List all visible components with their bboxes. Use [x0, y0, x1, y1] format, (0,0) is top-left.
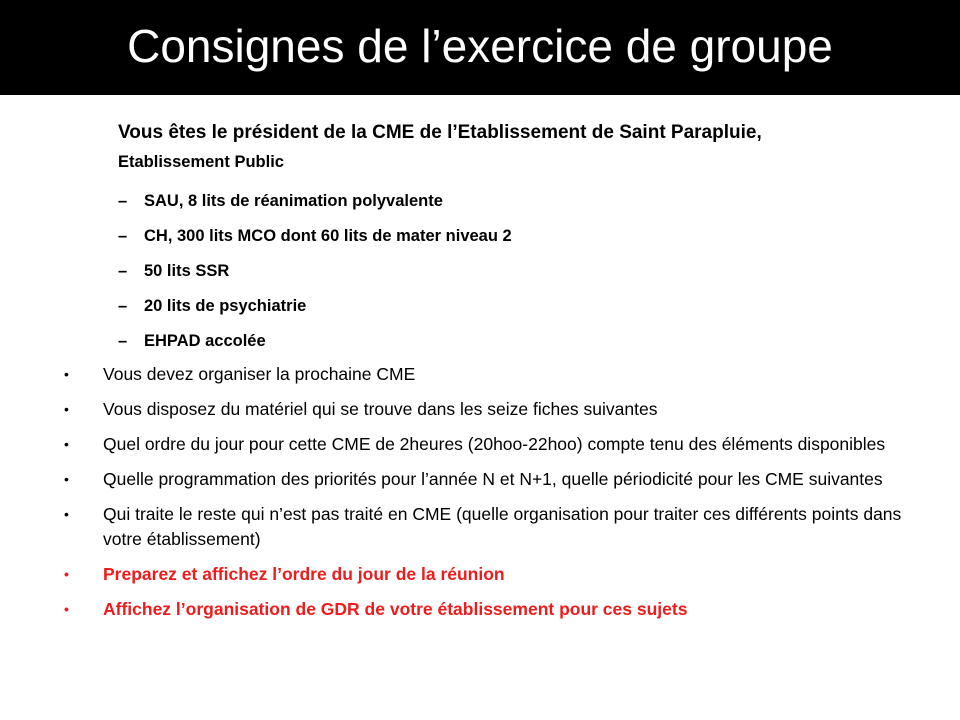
- detail-text: 20 lits de psychiatrie: [144, 297, 307, 315]
- instruction-item-highlight: [62, 597, 922, 622]
- bullet-marker: •: [64, 401, 69, 417]
- detail-text: 50 lits SSR: [144, 262, 230, 280]
- instruction-item: [62, 502, 922, 552]
- instruction-item: [62, 397, 922, 422]
- bullet-marker: •: [64, 566, 69, 582]
- instruction-item: [62, 467, 922, 492]
- establishment-details-list: [118, 186, 512, 361]
- dash-marker: –: [118, 227, 128, 245]
- instruction-text: Qui traite le reste qui n’est pas traité en CME (quelle organisation pour traiter ces différents points dans votre établissement): [103, 504, 902, 549]
- bullet-marker: •: [64, 506, 69, 522]
- detail-text: SAU, 8 lits de réanimation polyvalente: [144, 192, 443, 210]
- detail-item: [118, 221, 512, 256]
- dash-marker: –: [118, 297, 128, 315]
- intro-line-1: Vous êtes le président de la CME de l’Etablissement de Saint Parapluie,: [118, 122, 762, 143]
- detail-item: [118, 326, 512, 361]
- slide-title: Consignes de l’exercice de groupe: [127, 20, 833, 72]
- instruction-item-highlight: [62, 562, 922, 587]
- detail-text: EHPAD accolée: [144, 332, 266, 350]
- intro-block: [118, 118, 762, 176]
- dash-marker: –: [118, 262, 128, 280]
- title-bar: [0, 0, 960, 95]
- bullet-marker: •: [64, 436, 69, 452]
- bullet-marker: •: [64, 601, 69, 617]
- instruction-item: [62, 432, 922, 457]
- instructions-list: [62, 362, 922, 632]
- bullet-marker: •: [64, 471, 69, 487]
- detail-item: [118, 291, 512, 326]
- instruction-item: [62, 362, 922, 387]
- instruction-text: Vous disposez du matériel qui se trouve dans les seize fiches suivantes: [103, 399, 658, 419]
- intro-line-2: Etablissement Public: [118, 153, 284, 171]
- instruction-text: Quelle programmation des priorités pour l’année N et N+1, quelle périodicité pour les CME suivantes: [103, 469, 883, 489]
- detail-text: CH, 300 lits MCO dont 60 lits de mater niveau 2: [144, 227, 512, 245]
- dash-marker: –: [118, 332, 128, 350]
- instruction-text: Affichez l’organisation de GDR de votre établissement pour ces sujets: [103, 599, 688, 619]
- dash-marker: –: [118, 192, 128, 210]
- instruction-text: Vous devez organiser la prochaine CME: [103, 364, 416, 384]
- instruction-text: Preparez et affichez l’ordre du jour de la réunion: [103, 564, 505, 584]
- detail-item: [118, 256, 512, 291]
- detail-item: [118, 186, 512, 221]
- instruction-text: Quel ordre du jour pour cette CME de 2heures (20hoo-22hoo) compte tenu des éléments disponibles: [103, 434, 886, 454]
- bullet-marker: •: [64, 366, 69, 382]
